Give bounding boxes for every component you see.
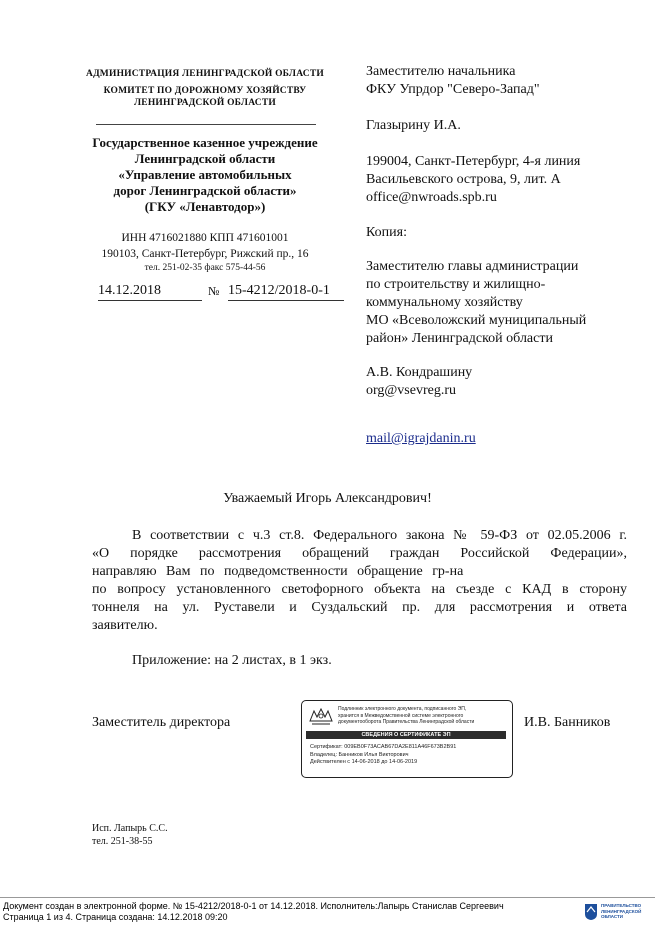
recipient-line2: ФКУ Упрдор "Северо-Запад" [366, 82, 540, 97]
signatory-position: Заместитель директора [92, 715, 231, 730]
copy-line1: Заместителю главы администрации [366, 259, 579, 274]
sender-address: 190103, Санкт-Петербург, Рижский пр., 16 [101, 248, 309, 260]
government-logo-icon [584, 903, 598, 921]
sender-phones: тел. 251-02-35 факс 575-44-56 [144, 263, 266, 273]
doc-date-number [98, 282, 354, 302]
copy-email: org@vsevreg.ru [366, 383, 457, 398]
footer-text [3, 901, 573, 923]
attachment-line: Приложение: на 2 листах, в 1 экз. [132, 653, 332, 668]
copy-block [366, 224, 636, 448]
footer-line1: Документ создан в электронной форме. № 15-4212/2018-0-1 от 14.12.2018. Исполнитель:Лапырь Станислав Сергеевич [3, 901, 504, 911]
logo-text-line2: ЛЕНИНГРАДСКОЙ [601, 908, 642, 914]
logo-text [601, 903, 641, 920]
sender-org-line1: Государственное казенное учреждение [92, 135, 318, 150]
footer-line2: Страница 1 из 4. Страница создана: 14.12.2018 09:20 [3, 912, 228, 922]
doc-date: 14.12.2018 [98, 282, 202, 301]
recipient-line1: Заместителю начальника [366, 64, 516, 79]
stamp-owner: Владелец: Банников Илья Викторович [310, 751, 409, 758]
sender-org-line5: (ГКУ «Ленавтодор») [144, 199, 266, 214]
copy-email-link[interactable]: mail@igrajdanin.ru [366, 431, 476, 446]
greeting: Уважаемый Игорь Александрович! [223, 491, 432, 506]
sender-admin: АДМИНИСТРАЦИЯ ЛЕНИНГРАДСКОЙ ОБЛАСТИ [86, 69, 324, 79]
sender-inn: ИНН 4716021880 КПП 471601001 [121, 232, 289, 244]
recipient-name: Глазырину И.А. [366, 118, 461, 133]
stamp-details [310, 744, 506, 767]
copy-label: Копия: [366, 225, 407, 240]
footer-logo [584, 902, 652, 924]
sender-org [60, 135, 350, 215]
doc-number-sign: № [208, 284, 220, 298]
copy-name: А.В. Кондрашину [366, 365, 473, 380]
stamp-notice-line3: документооборота Правительства Ленинградской области [338, 719, 475, 725]
logo-text-line3: ОБЛАСТИ [601, 914, 624, 919]
executor-block [92, 822, 168, 848]
executor-phone: тел. 251-38-55 [92, 836, 153, 847]
recipient-addr1: 199004, Санкт-Петербург, 4-я линия [366, 154, 581, 169]
sender-requisites [60, 231, 350, 275]
footer-divider [0, 897, 655, 898]
sender-org-line4: дорог Ленинградской области» [113, 183, 297, 198]
copy-line4: МО «Всеволожский муниципальный [366, 313, 587, 328]
body-line2: «О порядке рассмотрения обращений граждан Российской Федерации», [92, 546, 627, 561]
sender-org-line2: Ленинградской области [134, 151, 276, 166]
doc-number: 15-4212/2018-0-1 [228, 282, 344, 301]
letter-body [92, 527, 627, 635]
body-line4: по вопросу установленного светофорного объекта на съезде с КАД в сторону [92, 582, 627, 597]
coat-of-arms-icon [308, 707, 334, 727]
e-signature-stamp [301, 700, 513, 778]
body-line5: тоннеля на ул. Руставели и Суздальский пр. для рассмотрения и ответа [92, 600, 627, 615]
body-line6: заявителю. [92, 618, 158, 633]
signatory-name: И.В. Банников [524, 715, 611, 730]
copy-line5: район» Ленинградской области [366, 331, 553, 346]
sender-divider [96, 124, 316, 125]
body-line1: В соответствии с ч.3 ст.8. Федерального закона № 59-ФЗ от 02.05.2006 г. [132, 528, 627, 543]
copy-line2: по строительству и жилищно- [366, 277, 546, 292]
sender-org-line3: «Управление автомобильных [118, 167, 292, 182]
body-line3: направляю Вам по подведомственности обращение гр-на [92, 564, 464, 579]
stamp-valid: Действителен с 14-06-2018 до 14-06-2019 [310, 759, 418, 765]
stamp-notice-line2: хранится в Межведомственной системе электронного [338, 712, 464, 719]
sender-committee-line2: ЛЕНИНГРАДСКОЙ ОБЛАСТИ [134, 98, 276, 108]
stamp-notice [338, 706, 508, 726]
executor-name: Исп. Лапырь С.С. [92, 823, 168, 834]
copy-line3: коммунальному хозяйству [366, 295, 523, 310]
logo-text-line1: ПРАВИТЕЛЬСТВО [601, 903, 642, 908]
sender-block [60, 68, 350, 109]
sender-committee-line1: КОМИТЕТ ПО ДОРОЖНОМУ ХОЗЯЙСТВУ [103, 86, 307, 96]
recipient-block [366, 63, 636, 207]
stamp-cert-band: СВЕДЕНИЯ О СЕРТИФИКАТЕ ЭП [306, 731, 506, 739]
recipient-email: office@nwroads.spb.ru [366, 190, 497, 205]
recipient-addr2: Васильевского острова, 9, лит. А [366, 172, 561, 187]
stamp-notice-line1: Подлинник электронного документа, подписанного ЭП, [338, 706, 467, 712]
stamp-cert: Сертификат: 009EB0F73ACAB67DA2E811A46F673B2B91 [310, 744, 457, 750]
